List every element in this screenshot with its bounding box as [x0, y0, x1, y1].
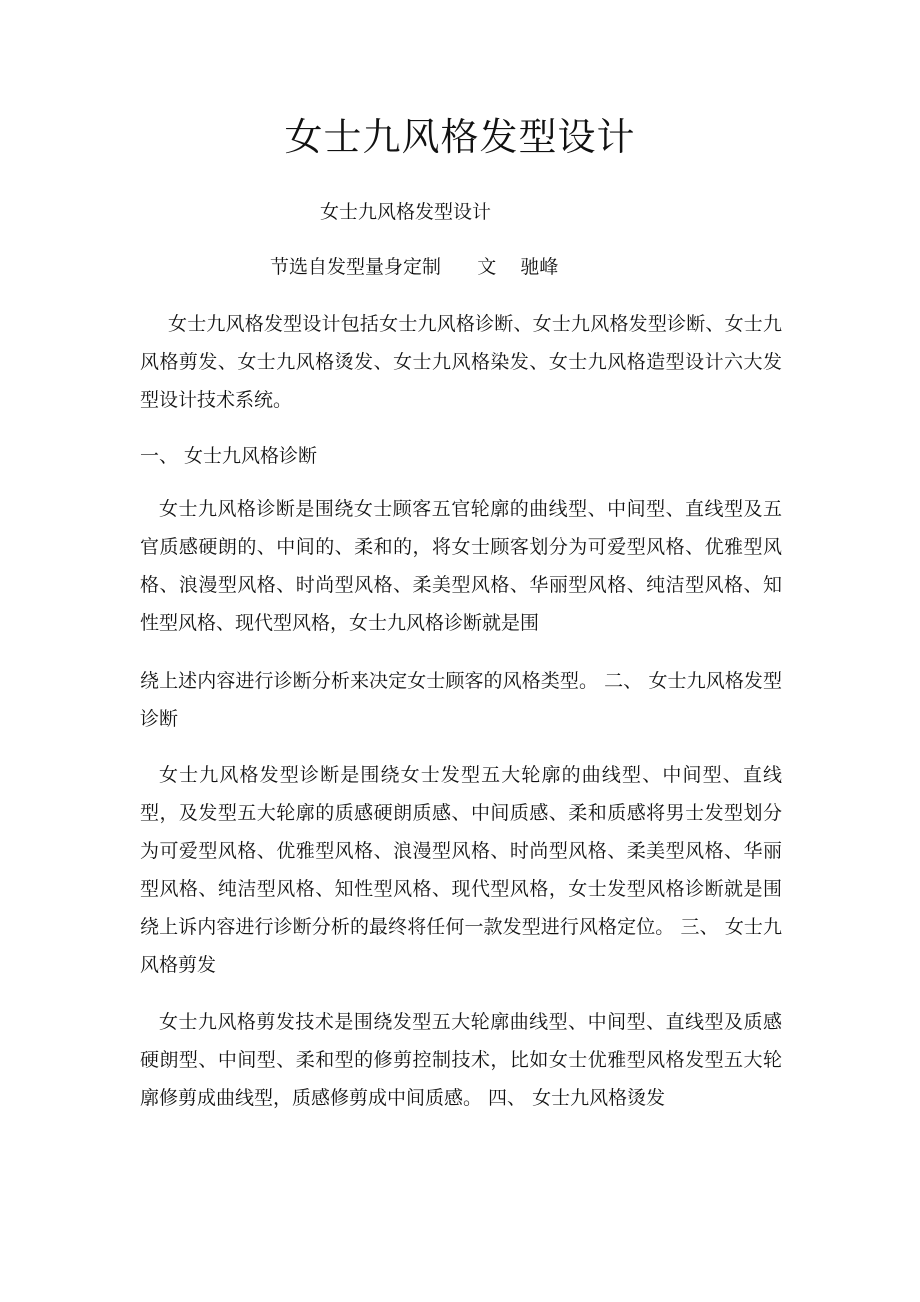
document-subtitle: 女士九风格发型设计	[320, 201, 492, 223]
section-3-paragraph: 女士九风格剪发技术是围绕发型五大轮廓曲线型、中间型、直线型及质感硬朗型、中间型、柔和型的修剪控制技术，比如女士优雅型风格发型五大轮廓修剪成曲线型，质感修剪成中间质感。 四、 女士九风格烫发	[140, 1011, 782, 1109]
section-1-continuation: 绕上述内容进行诊断分析来决定女士顾客的风格类型。 二、 女士九风格发型诊断	[140, 670, 782, 730]
document-title: 女士九风格发型设计	[284, 115, 636, 159]
intro-paragraph: 女士九风格发型设计包括女士九风格诊断、女士九风格发型诊断、女士九风格剪发、女士九风格烫发、女士九风格染发、女士九风格造型设计六大发型设计技术系统。	[140, 313, 782, 411]
section-heading-1: 一、 女士九风格诊断	[140, 445, 318, 467]
document-byline: 节选自发型量身定制 文 驰峰	[270, 256, 559, 278]
section-2-paragraph: 女士九风格发型诊断是围绕女士发型五大轮廓的曲线型、中间型、直线型，及发型五大轮廓的质感硬朗质感、中间质感、柔和质感将男士发型划分为可爱型风格、优雅型风格、浪漫型风格、时尚型风格、柔美型风格、华丽型风格、纯洁型风格、知性型风格、现代型风格，女士发型风格诊断就是围绕上诉内容进行诊断分析的最终将任何一款发型进行风格定位。 三、 女士九风格剪发	[140, 764, 782, 976]
section-1-paragraph: 女士九风格诊断是围绕女士顾客五官轮廓的曲线型、中间型、直线型及五官质感硬朗的、中间的、柔和的，将女士顾客划分为可爱型风格、优雅型风格、浪漫型风格、时尚型风格、柔美型风格、华丽型风格、纯洁型风格、知性型风格、现代型风格，女士九风格诊断就是围	[140, 498, 782, 634]
